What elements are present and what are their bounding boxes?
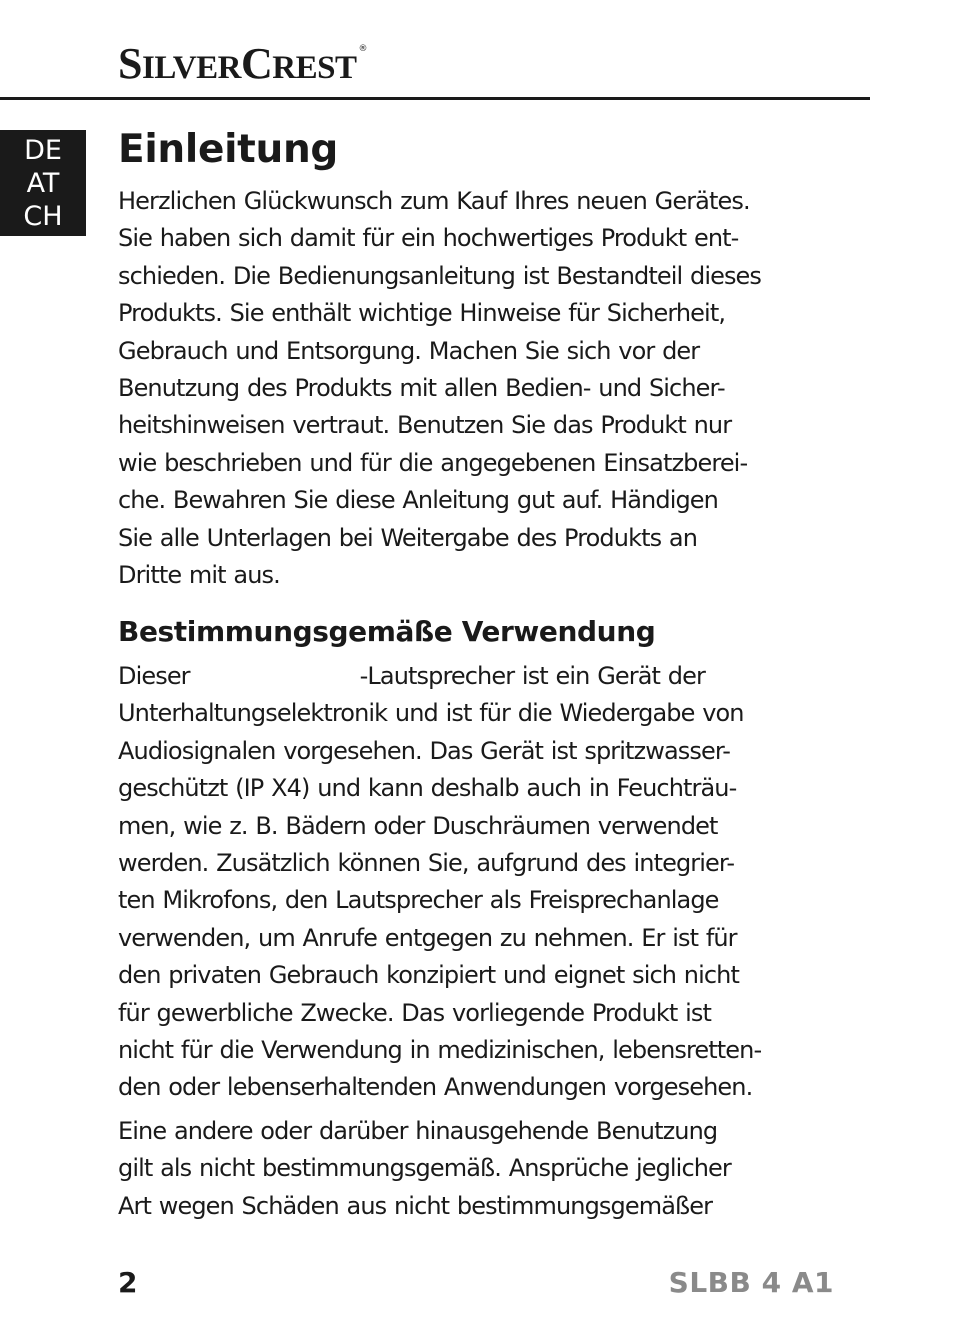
language-code: DE — [24, 135, 62, 166]
text-line: Sie haben sich damit für ein hochwertiges Produkt ent- — [118, 224, 739, 253]
intro-paragraph — [118, 183, 848, 594]
text-fragment: -Lautsprecher ist ein Gerät der — [359, 662, 705, 690]
text-line: Herzlichen Glückwunsch zum Kauf Ihres neuen Gerätes. — [118, 187, 750, 215]
text-line: Sie alle Unterlagen bei Weitergabe des Produkts an — [118, 523, 698, 552]
text-line: Produkts. Sie enthält wichtige Hinweise für Sicherheit, — [118, 299, 726, 328]
usage-paragraph-2 — [118, 1113, 848, 1225]
text-line: Audiosignalen vorgesehen. Das Gerät ist spritzwasser- — [118, 736, 731, 765]
text-line: men, wie z. B. Bädern oder Duschräumen verwendet — [118, 811, 718, 840]
model-number: SLBB 4 A1 — [668, 1266, 834, 1299]
text-line: Dritte mit aus. — [118, 561, 280, 590]
logo-letter: S — [118, 39, 142, 88]
text-line — [118, 658, 848, 695]
section-title-verwendung: Bestimmungsgemäße Verwendung — [118, 615, 656, 648]
page-number: 2 — [118, 1266, 138, 1299]
text-line: schieden. Die Bedienungsanleitung ist Bestandteil dieses — [118, 261, 762, 290]
registered-mark: ® — [358, 44, 367, 54]
logo-text: REST — [272, 50, 357, 86]
text-line: Gebrauch und Entsorgung. Machen Sie sich vor der — [118, 336, 700, 365]
text-line: den oder lebenserhaltenden Anwendungen vorgesehen. — [118, 1073, 753, 1102]
silvercrest-logo — [118, 38, 367, 89]
text-line: Art wegen Schäden aus nicht bestimmungsgemäßer — [118, 1191, 713, 1220]
text-line: wie beschrieben und für die angegebenen Einsatzberei- — [118, 448, 748, 477]
text-fragment: Dieser — [118, 662, 190, 690]
language-code: CH — [23, 201, 63, 232]
text-line: che. Bewahren Sie diese Anleitung gut auf. Händigen — [118, 486, 718, 515]
usage-paragraph — [118, 658, 848, 1107]
text-line: nicht für die Verwendung in medizinischen, lebensretten- — [118, 1036, 762, 1065]
language-code: AT — [26, 168, 60, 199]
text-line: ten Mikrofons, den Lautsprecher als Freisprechanlage — [118, 886, 719, 915]
text-line: heitshinweisen vertraut. Benutzen Sie das Produkt nur — [118, 411, 732, 440]
text-line: gilt als nicht bestimmungsgemäß. Ansprüche jeglicher — [118, 1154, 731, 1183]
section-title-einleitung: Einleitung — [118, 127, 339, 172]
text-line: werden. Zusätzlich können Sie, aufgrund des integrier- — [118, 849, 735, 878]
text-line: den privaten Gebrauch konzipiert und eignet sich nicht — [118, 961, 740, 990]
text-line: Benutzung des Produkts mit allen Bedien- und Sicher- — [118, 374, 725, 403]
text-line: für gewerbliche Zwecke. Das vorliegende Produkt ist — [118, 998, 712, 1027]
text-line: geschützt (IP X4) und kann deshalb auch in Feuchträu- — [118, 774, 737, 803]
logo-letter: C — [240, 39, 273, 88]
language-tab — [0, 130, 86, 236]
text-line: verwenden, um Anrufe entgegen zu nehmen. Er ist für — [118, 923, 737, 952]
header-divider — [0, 97, 870, 100]
text-line: Eine andere oder darüber hinausgehende Benutzung — [118, 1117, 718, 1145]
text-line: Unterhaltungselektronik und ist für die Wiedergabe von — [118, 699, 744, 728]
logo-text: ILVER — [141, 50, 241, 86]
